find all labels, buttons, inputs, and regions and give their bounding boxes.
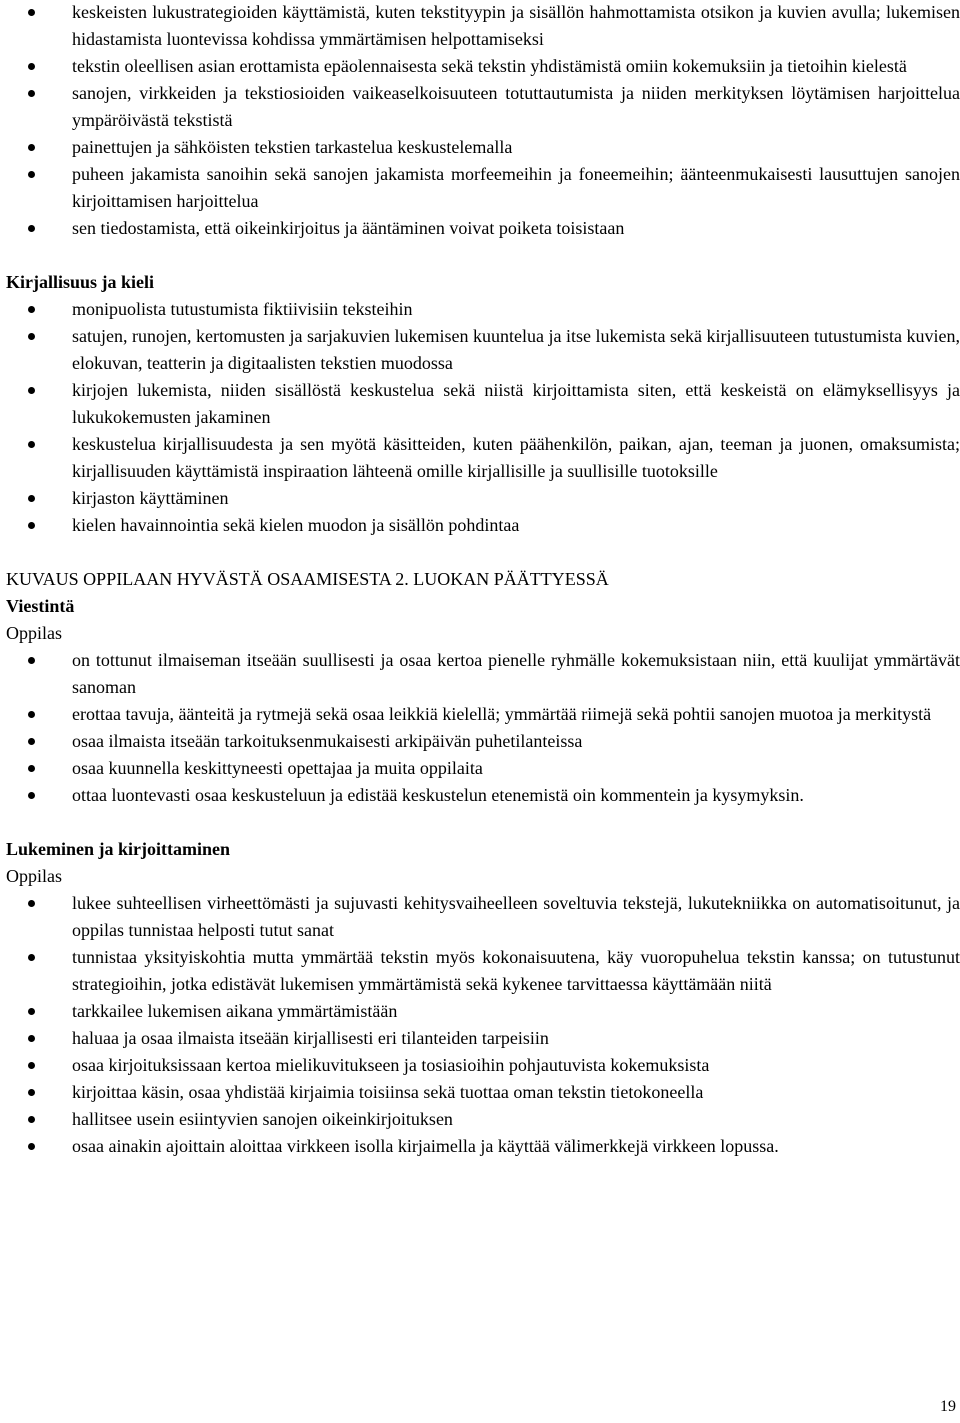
section-subheading-pupil: Oppilas [6,866,62,886]
reading-bullet-list [6,890,960,1160]
bullet-icon [28,657,35,664]
bullet-icon [28,63,35,70]
bullet-icon [28,333,35,340]
bullet-icon [28,792,35,799]
list-item: osaa ainakin ajoittain aloittaa virkkeen isolla kirjaimella ja käyttää välimerkkejä virkkeen lopussa. [6,1133,960,1160]
bullet-icon [28,9,35,16]
list-item: kirjojen lukemista, niiden sisällöstä keskustelua sekä niistä kirjoittamista siten, että keskeistä on elämyksellisyys ja lukukokemusten jakaminen [6,377,960,431]
list-item: tekstin oleellisen asian erottamista epäolennaisesta sekä tekstin yhdistämistä omiin kokemuksiin ja tietoihin kielestä [6,53,960,80]
list-item: lukee suhteellisen virheettömästi ja sujuvasti kehitysvaiheelleen soveltuvia tekstejä, lukutekniikka on automatisoitunut, ja oppilas tunnistaa helposti tutut sanat [6,890,960,944]
bullet-icon [28,144,35,151]
list-item: satujen, runojen, kertomusten ja sarjakuvien lukemisen kuuntelua ja itse lukemista sekä kirjallisuuteen tutustumista kuvien, elokuvan, teatterin ja digitaalisten tekstien muodossa [6,323,960,377]
description-title: KUVAUS OPPILAAN HYVÄSTÄ OSAAMISESTA 2. LUOKAN PÄÄTTYESSÄ [6,569,609,589]
bullet-icon [28,1035,35,1042]
section-heading-literature: Kirjallisuus ja kieli [6,272,155,292]
list-item: sanojen, virkkeiden ja tekstiosioiden vaikeaselkoisuuteen totuttautumista ja niiden merkityksen löytämisen harjoittelua ympäröivästä tekstistä [6,80,960,134]
bullet-icon [28,1008,35,1015]
section-heading-communication: Viestintä [6,596,75,616]
list-item: puheen jakamista sanoihin sekä sanojen jakamista morfeemeihin ja foneemeihin; äänteenmukaisesti lausuttujen sanojen kirjoittamisen harjoittelua [6,161,960,215]
bullet-icon [28,90,35,97]
list-item: painettujen ja sähköisten tekstien tarkastelua keskustelemalla [6,134,960,161]
list-item: tarkkailee lukemisen aikana ymmärtämistään [6,998,960,1025]
bullet-icon [28,738,35,745]
page-number: 19 [940,1398,956,1415]
bullet-icon [28,441,35,448]
list-item: sen tiedostamista, että oikeinkirjoitus ja ääntäminen voivat poiketa toisistaan [6,215,960,242]
bullet-icon [28,1062,35,1069]
top-bullet-list [6,0,960,242]
list-item: tunnistaa yksityiskohtia mutta ymmärtää tekstin myös kokonaisuutena, käy vuoropuhelua tekstin kanssa; on tutustunut strategioihin, jotka edistävät lukemisen ymmärtämistä sekä kykenee tarvittaessa käyttämään niitä [6,944,960,998]
literature-bullet-list [6,296,960,539]
bullet-icon [28,954,35,961]
list-item: haluaa ja osaa ilmaista itseään kirjallisesti eri tilanteiden tarpeisiin [6,1025,960,1052]
list-item: kirjaston käyttäminen [6,485,960,512]
list-item: kielen havainnointia sekä kielen muodon ja sisällön pohdintaa [6,512,960,539]
bullet-icon [28,387,35,394]
list-item: erottaa tavuja, äänteitä ja rytmejä sekä osaa leikkiä kielellä; ymmärtää riimejä sekä pohtii sanojen muotoa ja merkitystä [6,701,960,728]
bullet-icon [28,1116,35,1123]
list-item: hallitsee usein esiintyvien sanojen oikeinkirjoituksen [6,1106,960,1133]
list-item: osaa kirjoituksissaan kertoa mielikuvitukseen ja tosiasioihin pohjautuvista kokemuksista [6,1052,960,1079]
bullet-icon [28,306,35,313]
section-subheading-pupil: Oppilas [6,623,62,643]
communication-bullet-list [6,647,960,809]
bullet-icon [28,1089,35,1096]
section-heading-reading: Lukeminen ja kirjoittaminen [6,839,231,859]
bullet-icon [28,522,35,529]
bullet-icon [28,1143,35,1150]
list-item: osaa ilmaista itseään tarkoituksenmukaisesti arkipäivän puhetilanteissa [6,728,960,755]
bullet-icon [28,900,35,907]
list-item: keskustelua kirjallisuudesta ja sen myötä käsitteiden, kuten päähenkilön, paikan, ajan, teeman ja juonen, omaksumista; kirjallisuuden käyttämistä inspiraation lähteenä omille kirjallisille ja suullisille tuotoksille [6,431,960,485]
bullet-icon [28,495,35,502]
bullet-icon [28,765,35,772]
list-item: monipuolista tutustumista fiktiivisiin teksteihin [6,296,960,323]
list-item: ottaa luontevasti osaa keskusteluun ja edistää keskustelun etenemistä oin kommentein ja kysymyksin. [6,782,960,809]
list-item: osaa kuunnella keskittyneesti opettajaa ja muita oppilaita [6,755,960,782]
bullet-icon [28,711,35,718]
list-item: kirjoittaa käsin, osaa yhdistää kirjaimia toisiinsa sekä tuottaa oman tekstin tietokoneella [6,1079,960,1106]
list-item: on tottunut ilmaiseman itseään suullisesti ja osaa kertoa pienelle ryhmälle kokemuksistaan niin, että kuulijat ymmärtävät sanoman [6,647,960,701]
bullet-icon [28,171,35,178]
list-item: keskeisten lukustrategioiden käyttämistä, kuten tekstityypin ja sisällön hahmottamista otsikon ja kuvien avulla; lukemisen hidastamista luontevissa kohdissa ymmärtämisen helpottamiseksi [6,0,960,53]
bullet-icon [28,225,35,232]
